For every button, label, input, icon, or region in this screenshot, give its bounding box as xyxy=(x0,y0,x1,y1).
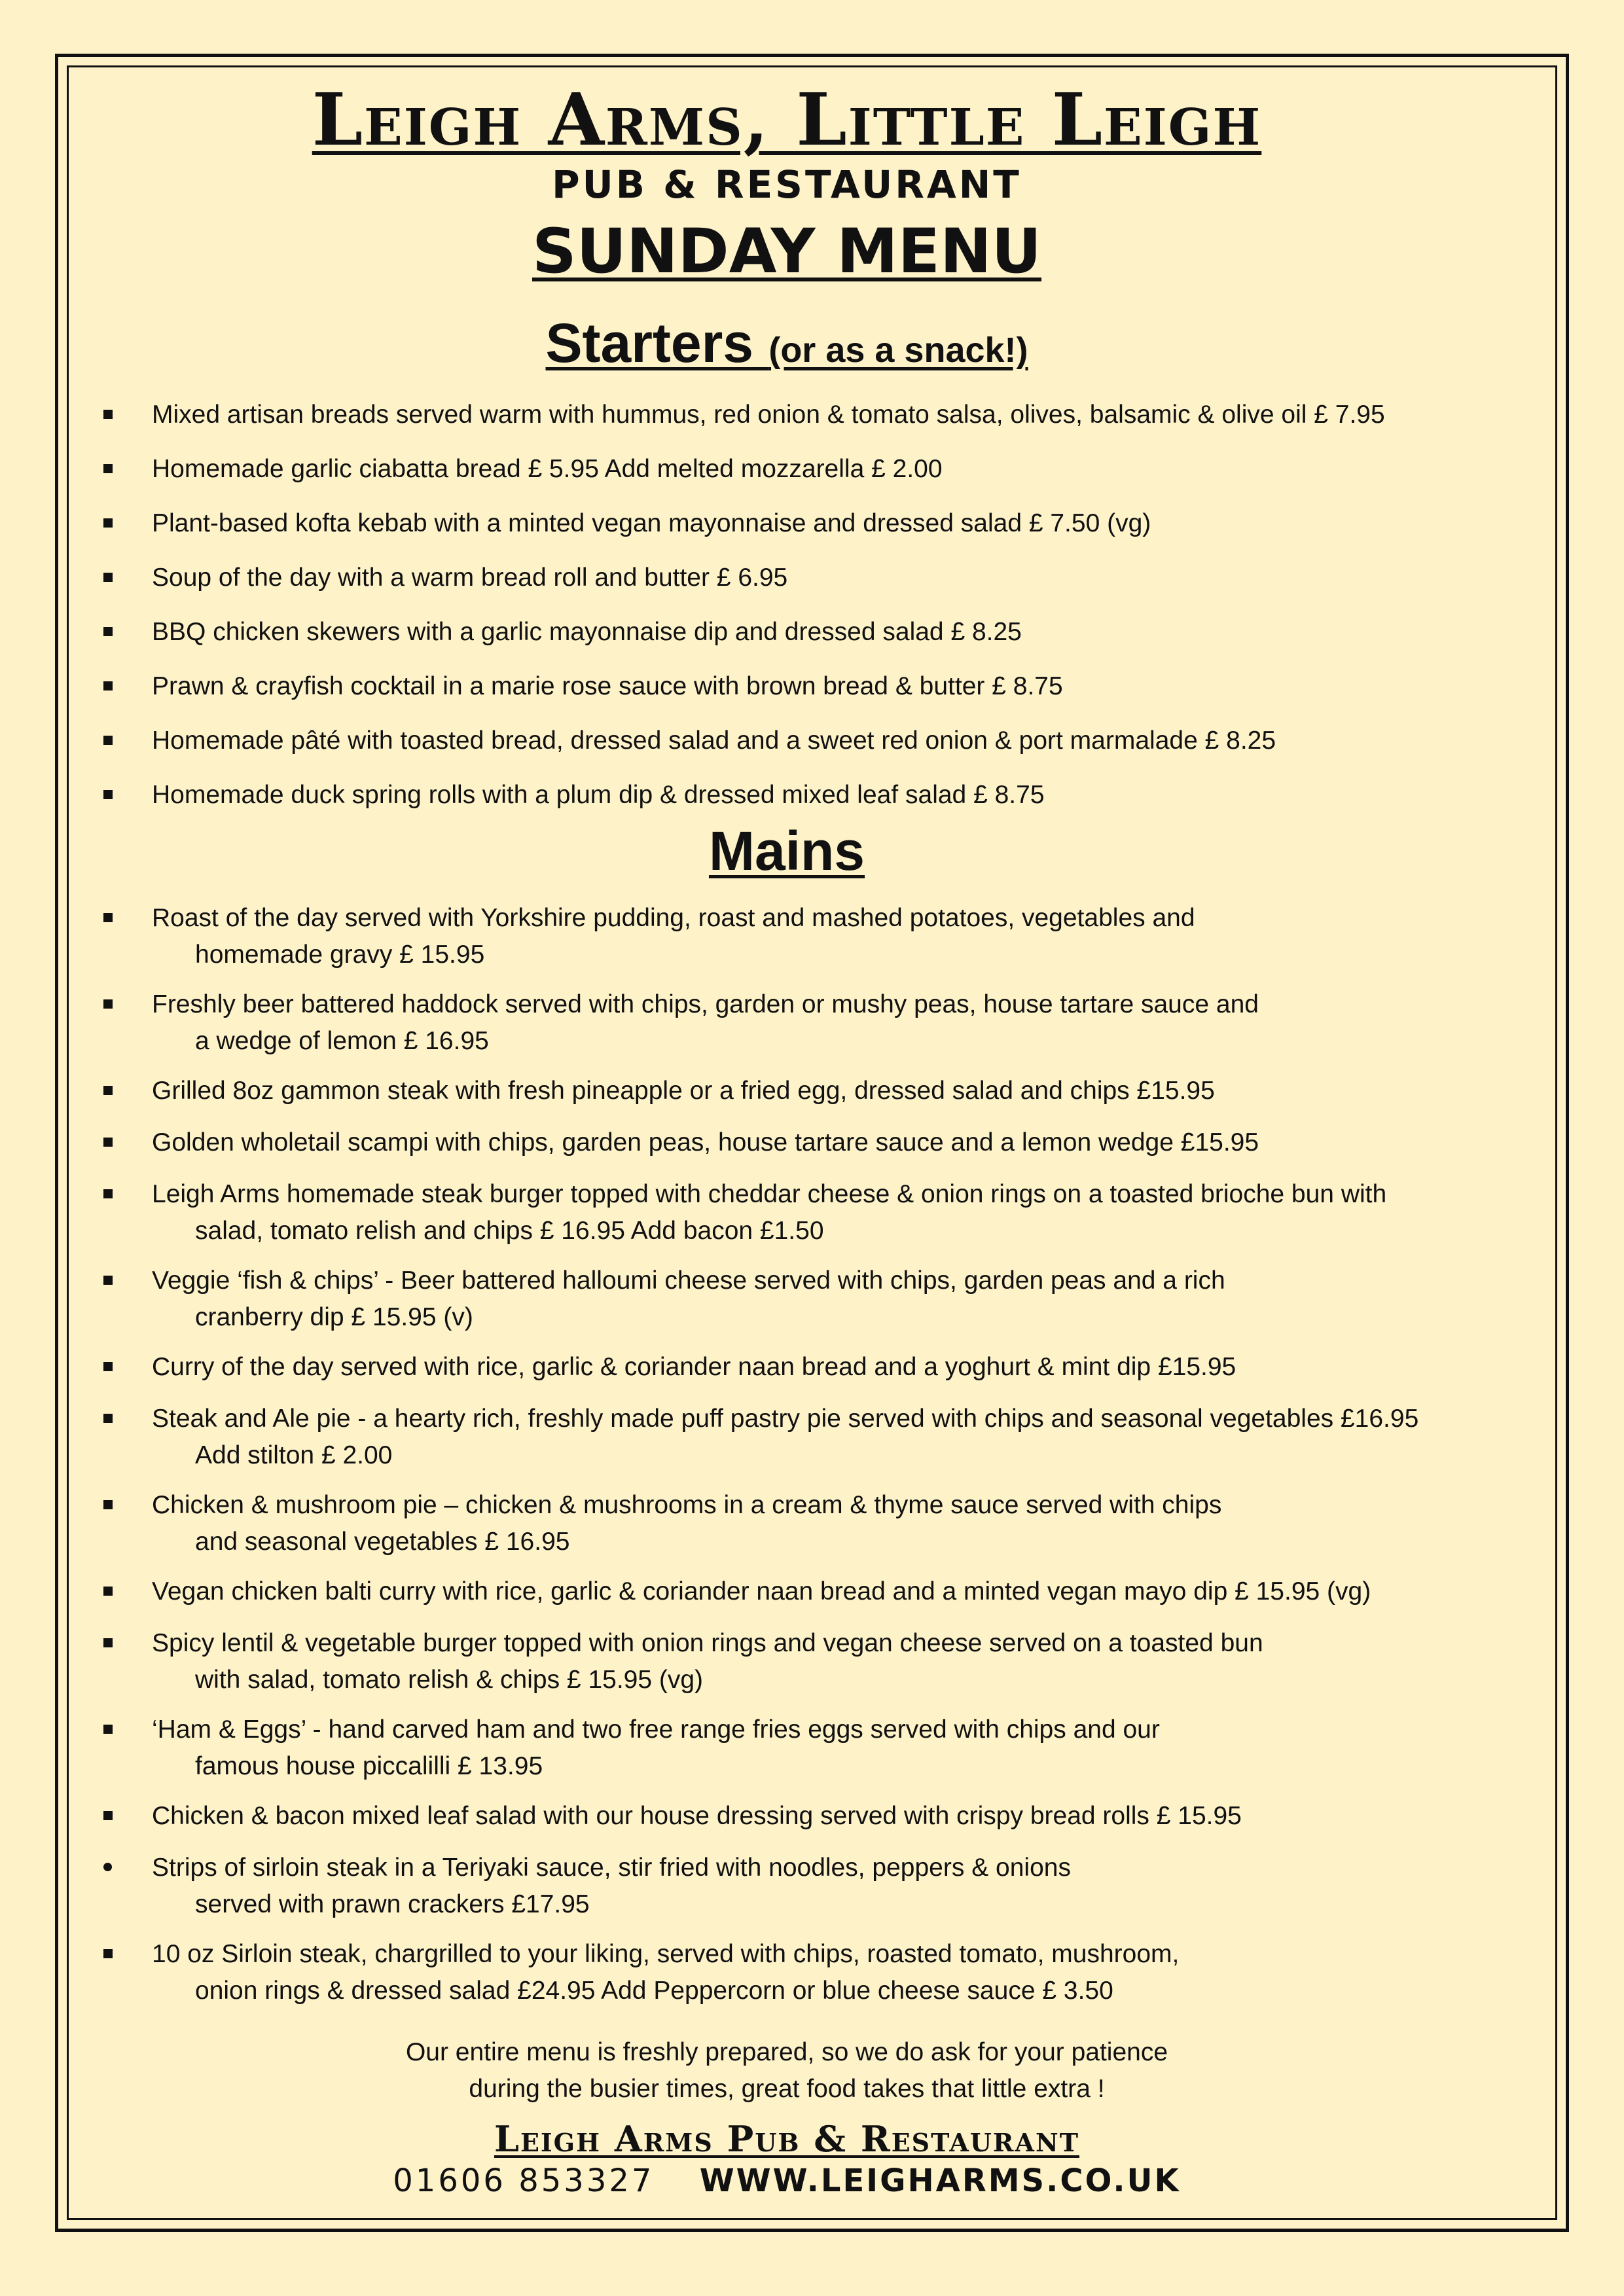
bullet-icon xyxy=(103,1949,113,1958)
list-item xyxy=(152,1712,1540,1785)
bullet-icon xyxy=(103,573,113,582)
bullet-icon xyxy=(103,410,113,419)
footer-note-line-1: Our entire menu is freshly prepared, so we do ask for your patience xyxy=(405,2038,1168,2066)
list-item: Golden wholetail scampi with chips, garden peas, house tartare sauce and a lemon wedge £15.95 xyxy=(152,1128,1259,1157)
bullet-icon xyxy=(103,1189,113,1198)
list-item xyxy=(152,1487,1540,1560)
list-item: Prawn & crayfish cocktail in a marie rose sauce with brown bread & butter £ 8.75 xyxy=(152,672,1063,700)
item-line-2: served with prawn crackers £17.95 xyxy=(195,1890,590,1918)
footer-business-name: Leigh Arms Pub & Restaurant xyxy=(494,2118,1080,2160)
starters-heading xyxy=(0,312,1574,375)
item-line-1: Veggie ‘fish & chips’ - Beer battered halloumi cheese served with chips, garden peas and a rich xyxy=(152,1266,1225,1295)
list-item xyxy=(152,1850,1540,1923)
list-item: Homemade garlic ciabatta bread £ 5.95 Add melted mozzarella £ 2.00 xyxy=(152,455,943,483)
item-line-2: cranberry dip £ 15.95 (v) xyxy=(195,1303,473,1331)
item-line-1: Roast of the day served with Yorkshire pudding, roast and mashed potatoes, vegetables and xyxy=(152,904,1195,932)
item-line-2: salad, tomato relish and chips £ 16.95 Add bacon £1.50 xyxy=(195,1217,824,1245)
bullet-icon xyxy=(103,1811,113,1820)
item-line-2: Add stilton £ 2.00 xyxy=(195,1441,393,1469)
list-item xyxy=(152,1176,1540,1249)
bullet-icon xyxy=(103,1587,113,1596)
bullet-icon xyxy=(103,790,113,799)
item-line-1: Chicken & mushroom pie – chicken & mushrooms in a cream & thyme sauce served with chips xyxy=(152,1491,1222,1519)
list-item: Homemade duck spring rolls with a plum dip & dressed mixed leaf salad £ 8.75 xyxy=(152,781,1045,809)
item-line-1: Strips of sirloin steak in a Teriyaki sauce, stir fried with noodles, peppers & onions xyxy=(152,1854,1071,1882)
mains-heading: Mains xyxy=(708,820,865,882)
list-item: BBQ chicken skewers with a garlic mayonnaise dip and dressed salad £ 8.25 xyxy=(152,618,1022,646)
pub-subtitle: PUB & RESTAURANT xyxy=(552,162,1022,207)
list-item xyxy=(152,1625,1540,1698)
item-line-1: ‘Ham & Eggs’ - hand carved ham and two free range fries eggs served with chips and our xyxy=(152,1715,1160,1744)
list-item: Grilled 8oz gammon steak with fresh pineapple or a fried egg, dressed salad and chips £15.95 xyxy=(152,1077,1215,1105)
list-item xyxy=(152,1936,1540,2009)
list-item: Chicken & bacon mixed leaf salad with our house dressing served with crispy bread rolls £ 15.95 xyxy=(152,1802,1242,1830)
phone-number: 01606 853327 xyxy=(393,2162,655,2199)
footer-note xyxy=(0,2034,1574,2108)
round-bullet-icon xyxy=(103,1863,112,1871)
bullet-icon xyxy=(103,464,113,473)
list-item xyxy=(152,1263,1540,1336)
website-link[interactable]: WWW.LEIGHARMS.CO.UK xyxy=(699,2162,1181,2199)
bullet-icon xyxy=(103,681,113,691)
list-item: Homemade pâté with toasted bread, dressed salad and a sweet red onion & port marmalade £ 8.25 xyxy=(152,726,1276,755)
list-item: Mixed artisan breads served warm with hummus, red onion & tomato salsa, olives, balsamic & olive oil £ 7.95 xyxy=(152,401,1385,429)
item-line-1: Spicy lentil & vegetable burger topped with onion rings and vegan cheese served on a toasted bun xyxy=(152,1629,1263,1657)
item-line-2: famous house piccalilli £ 13.95 xyxy=(195,1752,543,1780)
item-line-2: a wedge of lemon £ 16.95 xyxy=(195,1027,489,1055)
bullet-icon xyxy=(103,1086,113,1095)
list-item: Plant-based kofta kebab with a minted vegan mayonnaise and dressed salad £ 7.50 (vg) xyxy=(152,509,1151,537)
bullet-icon xyxy=(103,999,113,1009)
bullet-icon xyxy=(103,736,113,745)
list-item: Soup of the day with a warm bread roll and butter £ 6.95 xyxy=(152,564,788,592)
item-line-1: Freshly beer battered haddock served with chips, garden or mushy peas, house tartare sauce and xyxy=(152,990,1259,1018)
bullet-icon xyxy=(103,1362,113,1371)
bullet-icon xyxy=(103,1276,113,1285)
list-item xyxy=(152,986,1540,1060)
item-line-2: onion rings & dressed salad £24.95 Add Peppercorn or blue cheese sauce £ 3.50 xyxy=(195,1977,1113,2005)
bullet-icon xyxy=(103,913,113,922)
list-item: Curry of the day served with rice, garlic & coriander naan bread and a yoghurt & mint dip £15.95 xyxy=(152,1353,1236,1381)
bullet-icon xyxy=(103,1638,113,1647)
footer-note-line-2: during the busier times, great food takes that little extra ! xyxy=(469,2075,1105,2103)
starters-heading-label: Starters xyxy=(545,312,753,374)
item-line-2: and seasonal vegetables £ 16.95 xyxy=(195,1528,570,1556)
list-item: Vegan chicken balti curry with rice, garlic & coriander naan bread and a minted vegan mayo dip £ 15.95 (vg) xyxy=(152,1577,1371,1605)
bullet-icon xyxy=(103,1138,113,1147)
pub-title: Leigh Arms, Little Leigh xyxy=(312,77,1262,162)
bullet-icon xyxy=(103,1725,113,1734)
item-line-2: homemade gravy £ 15.95 xyxy=(195,941,485,969)
list-item xyxy=(152,900,1540,973)
footer-contact xyxy=(0,2162,1574,2199)
item-line-1: 10 oz Sirloin steak, chargrilled to your liking, served with chips, roasted tomato, mushroom, xyxy=(152,1940,1180,1968)
item-line-2: with salad, tomato relish & chips £ 15.95 (vg) xyxy=(195,1666,704,1694)
starters-heading-note: (or as a snack!) xyxy=(768,331,1028,370)
bullet-icon xyxy=(103,627,113,636)
item-line-1: Leigh Arms homemade steak burger topped with cheddar cheese & onion rings on a toasted brioche bun with xyxy=(152,1180,1387,1208)
bullet-icon xyxy=(103,1500,113,1509)
list-item xyxy=(152,1401,1540,1474)
bullet-icon xyxy=(103,1414,113,1423)
menu-title: SUNDAY MENU xyxy=(532,216,1042,287)
item-line-1: Steak and Ale pie - a hearty rich, freshly made puff pastry pie served with chips and seasonal vegetables £16.95 xyxy=(152,1405,1419,1433)
bullet-icon xyxy=(103,518,113,528)
